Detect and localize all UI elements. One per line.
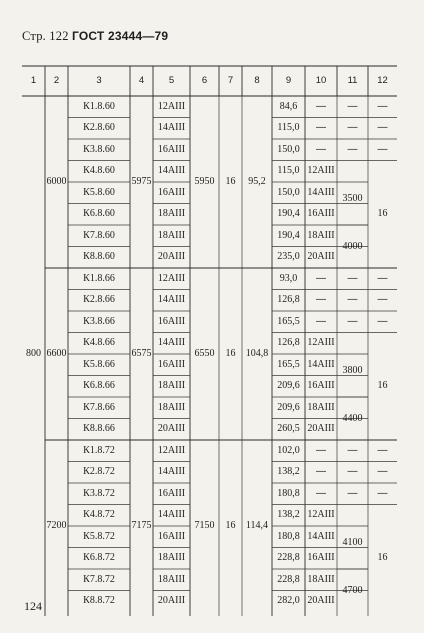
cell-rebar-2: — [316,100,326,112]
cell-rebar-2: 12АIII [307,337,335,349]
cell-rebar: 20АIII [157,595,186,607]
cell-rebar: 20АIII [157,423,186,435]
cell-rebar-2: 20АIII [307,423,335,435]
cell-rebar: 14АIII [157,509,186,521]
cell-rebar: 16АIII [157,315,186,327]
cell-mark: К8.8.60 [83,251,115,263]
cell-mass: 235,0 [277,251,300,263]
cell-length-3: 5950 [194,176,215,187]
cell-mark: К1.8.66 [83,272,115,284]
cell-mark: К2.8.60 [83,122,115,134]
cell-mark: К4.8.66 [83,337,115,349]
cell-mark: К5.8.66 [83,358,115,370]
cell-mass: 209,6 [277,401,300,413]
cell-mass: 260,5 [277,423,300,435]
cell-col12: — [377,272,388,284]
cell-col12: — [377,466,388,478]
cell-rebar-2: 20АIII [307,595,335,607]
cell-length-2: 6575 [131,348,152,359]
cell-mark: К1.8.60 [83,100,115,112]
cell-rebar-2: — [316,444,326,456]
cell-col11: — [347,100,358,112]
column-header-8: 8 [254,75,260,86]
column-header-7: 7 [227,75,234,86]
cell-mass: 180,8 [277,487,300,499]
cell-value: 114,4 [245,520,269,531]
column-header-10: 10 [315,75,327,86]
cell-col12: — [377,444,388,456]
cell-rebar-2: — [316,315,326,327]
column-header-5: 5 [168,75,175,86]
cell-mass: 180,8 [277,530,300,542]
cell-count: 16 [225,176,236,187]
cell-value: 95,2 [248,176,266,187]
cell-length-3: 6550 [194,348,215,359]
cell-mark: К6.8.60 [83,208,115,220]
cell-mark: К6.8.72 [83,552,115,564]
cell-mass: 190,4 [277,229,300,241]
cell-mark: К4.8.60 [83,165,115,177]
cell-rebar-2: 16АIII [307,552,335,564]
cell-diameter: 16 [377,380,388,392]
cell-length-2: 7175 [131,520,152,531]
cell-mass: 209,6 [277,380,300,392]
cell-col12: — [377,315,388,327]
cell-dim-a: 4100 [342,537,363,549]
cell-rebar: 18АIII [157,229,186,241]
cell-rebar-2: 18АIII [307,401,335,413]
cell-diameter: 16 [377,552,388,564]
cell-rebar-2: 16АIII [307,208,335,220]
cell-rebar: 20АIII [157,251,186,263]
cell-rebar-2: 12АIII [307,509,335,521]
cell-rebar: 18АIII [157,552,186,564]
gost-number: ГОСТ 23444—79 [71,29,169,43]
cell-length-2: 5975 [131,176,152,187]
cell-mass: 93,0 [279,272,298,284]
cell-col11: — [347,272,358,284]
cell-mark: К5.8.60 [83,186,115,198]
cell-col11: — [347,294,358,306]
cell-mass: 165,5 [277,315,300,327]
cell-rebar: 18АIII [157,380,186,392]
cell-dim-a: 3800 [342,365,363,377]
cell-rebar: 16АIII [157,143,186,155]
cell-rebar: 18АIII [157,573,186,585]
cell-rebar: 16АIII [157,186,186,198]
cell-col11: — [347,466,358,478]
cell-mass: 228,8 [277,552,300,564]
cell-mark: К3.8.72 [83,487,115,499]
cell-rebar: 16АIII [157,530,186,542]
cell-mass: 115,0 [277,122,300,134]
cell-rebar-2: 14АIII [307,530,335,542]
cell-mass: 150,0 [277,143,300,155]
cell-mark: К2.8.66 [83,294,115,306]
cell-mass: 150,0 [277,186,300,198]
cell-rebar: 18АIII [157,401,186,413]
cell-dim-b: 4400 [342,412,363,424]
cell-col11: — [347,487,358,499]
cell-length: 6000 [46,176,67,187]
cell-mass: 138,2 [277,509,300,521]
cell-rebar-2: — [316,466,326,478]
cell-diameter: 16 [377,208,388,220]
cell-mass: 282,0 [277,595,300,607]
cell-rebar-2: 18АIII [307,573,335,585]
cell-rebar: 12АIII [157,272,186,284]
cell-width: 800 [26,348,41,359]
cell-rebar: 14АIII [157,122,186,134]
cell-rebar-2: — [316,294,326,306]
cell-mark: К2.8.72 [83,466,115,478]
cell-mass: 115,0 [277,165,300,177]
cell-mark: К7.8.72 [83,573,115,585]
cell-mass: 165,5 [277,358,300,370]
cell-mass: 84,6 [279,100,298,112]
cell-mark: К7.8.60 [83,229,115,241]
cell-count: 16 [225,348,236,359]
column-header-12: 12 [377,75,388,86]
cell-rebar: 18АIII [157,208,186,220]
cell-rebar: 14АIII [157,165,186,177]
cell-rebar: 12АIII [157,444,186,456]
cell-dim-b: 4700 [342,584,363,596]
cell-rebar-2: 20АIII [307,251,335,263]
cell-rebar: 14АIII [157,294,186,306]
cell-mark: К5.8.72 [83,530,115,542]
cell-mark: К7.8.66 [83,401,115,413]
cell-mark: К4.8.72 [83,509,115,521]
cell-rebar-2: 18АIII [307,229,335,241]
cell-rebar: 16АIII [157,487,186,499]
cell-col11: — [347,444,358,456]
cell-mark: К3.8.60 [83,143,115,155]
cell-rebar-2: 14АIII [307,186,335,198]
cell-value: 104,8 [245,348,269,359]
cell-mass: 126,8 [277,294,300,306]
cell-col12: — [377,143,388,155]
cell-rebar-2: — [316,143,326,155]
cell-col12: — [377,122,388,134]
cell-rebar: 14АIII [157,466,186,478]
cell-rebar-2: 12АIII [307,165,335,177]
page-number: 124 [24,599,42,613]
cell-rebar-2: — [316,122,326,134]
cell-col11: — [347,143,358,155]
cell-col11: — [347,122,358,134]
cell-count: 16 [225,520,236,531]
column-header-3: 3 [96,75,102,86]
cell-col11: — [347,315,358,327]
cell-rebar-2: — [316,272,326,284]
cell-mark: К1.8.72 [83,444,115,456]
cell-rebar: 14АIII [157,337,186,349]
cell-mass: 228,8 [277,573,300,585]
cell-mass: 126,8 [277,337,300,349]
page-ref: Стр. 122 [22,29,69,43]
cell-mass: 102,0 [277,444,300,456]
cell-mass: 190,4 [277,208,300,220]
cell-dim-a: 3500 [342,193,363,205]
cell-rebar-2: — [316,487,326,499]
cell-dim-b: 4000 [342,240,363,252]
column-header-1: 1 [30,75,37,86]
cell-rebar: 16АIII [157,358,186,370]
cell-mass: 138,2 [277,466,300,478]
column-header-6: 6 [201,75,208,86]
cell-length: 7200 [46,520,67,531]
cell-mark: К8.8.72 [83,595,115,607]
cell-mark: К3.8.66 [83,315,115,327]
cell-rebar: 12АIII [157,100,186,112]
cell-length-3: 7150 [194,520,215,531]
column-header-9: 9 [285,75,292,86]
column-header-4: 4 [138,75,145,86]
column-header-2: 2 [53,75,60,86]
cell-col12: — [377,294,388,306]
cell-rebar-2: 16АIII [307,380,335,392]
cell-mark: К8.8.66 [83,423,115,435]
cell-col12: — [377,487,388,499]
cell-length: 6600 [46,348,67,359]
column-header-11: 11 [347,75,358,86]
cell-mark: К6.8.66 [83,380,115,392]
cell-rebar-2: 14АIII [307,358,335,370]
cell-col12: — [377,100,388,112]
